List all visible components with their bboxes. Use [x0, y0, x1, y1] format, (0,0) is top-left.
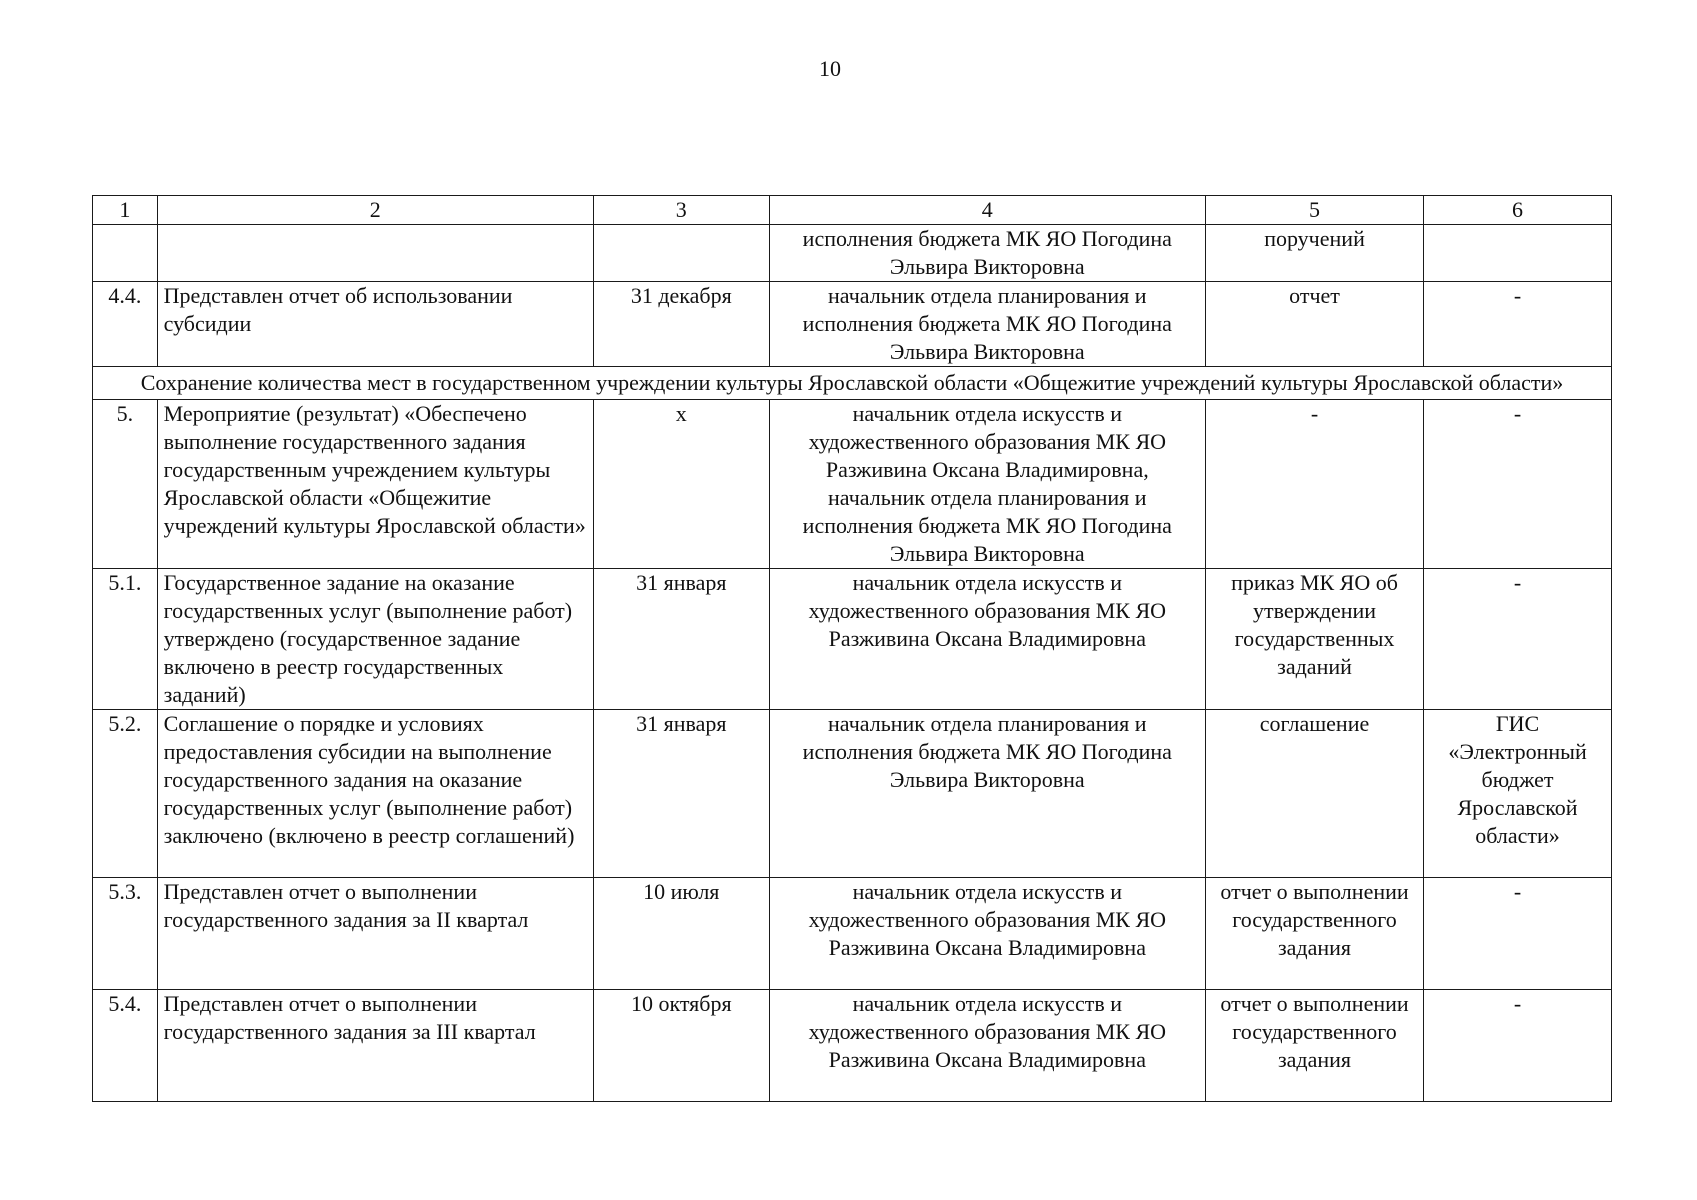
row-system: -	[1424, 400, 1612, 569]
column-header: 3	[593, 196, 769, 225]
row-responsible: начальник отдела планирования и исполнения бюджета МК ЯО Погодина Эльвира Викторовна	[769, 710, 1205, 878]
row-number: 4.4.	[93, 282, 158, 367]
column-header: 1	[93, 196, 158, 225]
row-responsible: исполнения бюджета МК ЯО Погодина Эльвира Викторовна	[769, 225, 1205, 282]
row-name: Представлен отчет о выполнении государственного задания за III квартал	[157, 990, 593, 1102]
row-responsible: начальник отдела искусств и художественного образования МК ЯО Разживина Оксана Владимировна, начальник отдела планирования и исполнения бюджета МК ЯО Погодина Эльвира Викторовна	[769, 400, 1205, 569]
row-document: -	[1205, 400, 1423, 569]
row-number	[93, 225, 158, 282]
row-name: Представлен отчет об использовании субсидии	[157, 282, 593, 367]
table-row	[93, 569, 1612, 710]
row-number: 5.	[93, 400, 158, 569]
row-document: соглашение	[1205, 710, 1423, 878]
section-row	[93, 367, 1612, 400]
row-system: -	[1424, 990, 1612, 1102]
column-header: 6	[1424, 196, 1612, 225]
row-document: приказ МК ЯО об утверждении государственных заданий	[1205, 569, 1423, 710]
row-responsible: начальник отдела планирования и исполнения бюджета МК ЯО Погодина Эльвира Викторовна	[769, 282, 1205, 367]
row-system	[1424, 225, 1612, 282]
table-row	[93, 400, 1612, 569]
plan-table	[92, 195, 1612, 1102]
row-system: -	[1424, 569, 1612, 710]
row-name: Представлен отчет о выполнении государственного задания за II квартал	[157, 878, 593, 990]
row-system: ГИС «Электронный бюджет Ярославской области»	[1424, 710, 1612, 878]
table-row	[93, 990, 1612, 1102]
row-date: 10 октября	[593, 990, 769, 1102]
row-system: -	[1424, 282, 1612, 367]
row-responsible: начальник отдела искусств и художественного образования МК ЯО Разживина Оксана Владимировна	[769, 569, 1205, 710]
row-document: отчет	[1205, 282, 1423, 367]
row-date: 31 января	[593, 710, 769, 878]
row-document: отчет о выполнении государственного задания	[1205, 990, 1423, 1102]
row-date: 31 декабря	[593, 282, 769, 367]
row-name: Соглашение о порядке и условиях предоставления субсидии на выполнение государственного задания на оказание государственных услуг (выполнение работ) заключено (включено в реестр соглашений)	[157, 710, 593, 878]
row-name	[157, 225, 593, 282]
row-name: Мероприятие (результат) «Обеспечено выполнение государственного задания государственным учреждением культуры Ярославской области «Общежитие учреждений культуры Ярославской области»	[157, 400, 593, 569]
row-date: 31 января	[593, 569, 769, 710]
row-date: x	[593, 400, 769, 569]
table-row	[93, 225, 1612, 282]
column-header: 2	[157, 196, 593, 225]
row-number: 5.2.	[93, 710, 158, 878]
row-responsible: начальник отдела искусств и художественного образования МК ЯО Разживина Оксана Владимировна	[769, 878, 1205, 990]
table-row	[93, 710, 1612, 878]
column-header: 4	[769, 196, 1205, 225]
plan-table-container	[92, 195, 1612, 1102]
row-responsible: начальник отдела искусств и художественного образования МК ЯО Разживина Оксана Владимировна	[769, 990, 1205, 1102]
row-number: 5.4.	[93, 990, 158, 1102]
row-document: поручений	[1205, 225, 1423, 282]
page-number: 10	[819, 56, 841, 81]
row-number: 5.3.	[93, 878, 158, 990]
column-header: 5	[1205, 196, 1423, 225]
table-header-row	[93, 196, 1612, 225]
row-number: 5.1.	[93, 569, 158, 710]
section-title: Сохранение количества мест в государственном учреждении культуры Ярославской области «Общежитие учреждений культуры Ярославской области»	[93, 367, 1612, 400]
table-row	[93, 282, 1612, 367]
row-date	[593, 225, 769, 282]
row-date: 10 июля	[593, 878, 769, 990]
row-system: -	[1424, 878, 1612, 990]
table-row	[93, 878, 1612, 990]
row-document: отчет о выполнении государственного задания	[1205, 878, 1423, 990]
row-name: Государственное задание на оказание государственных услуг (выполнение работ) утверждено (государственное задание включено в реестр государственных заданий)	[157, 569, 593, 710]
